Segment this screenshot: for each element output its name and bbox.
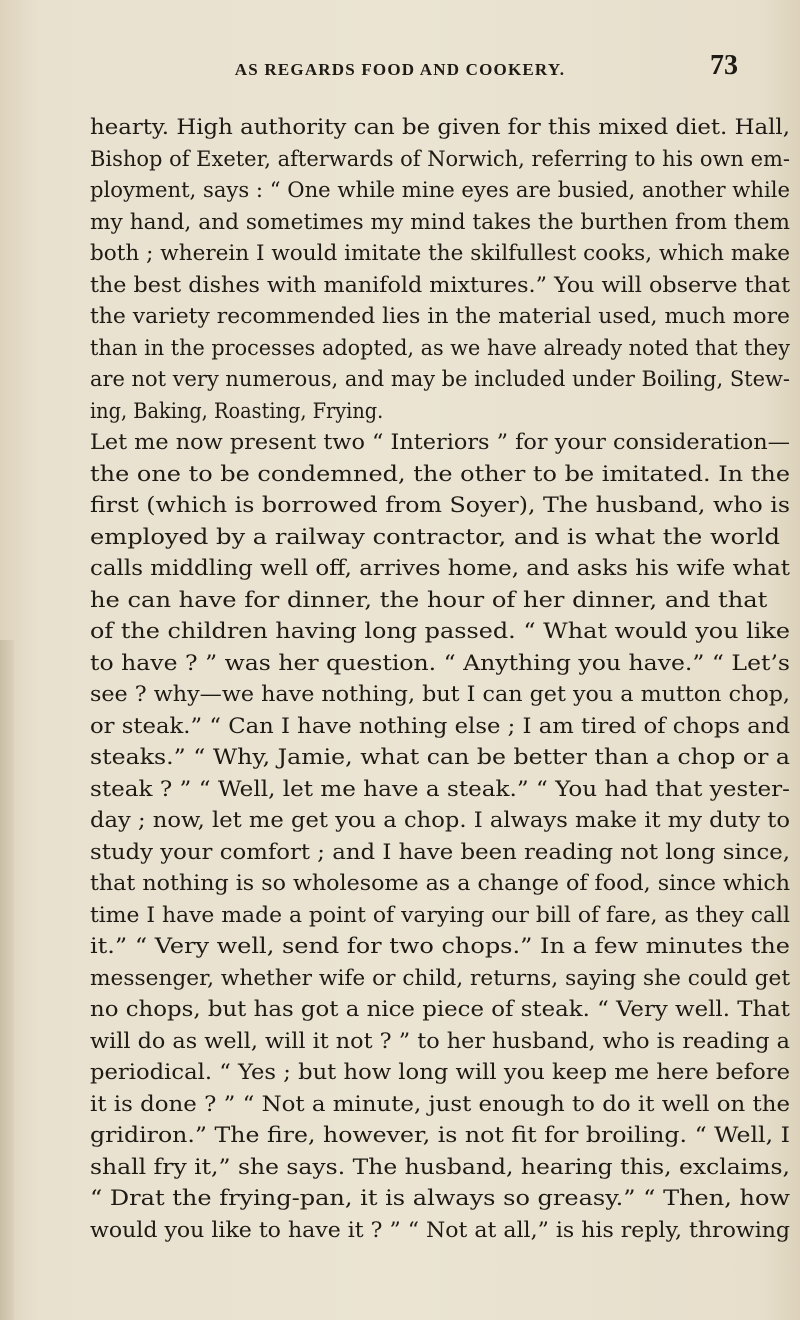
text-line: “ Drat the frying-pan, it is always so greasy.” “ Then, how: [90, 1186, 790, 1210]
text-line: than in the processes adopted, as we have already noted that they: [90, 335, 790, 360]
text-line: day ; now, let me get you a chop. I always make it my duty to: [90, 808, 791, 832]
text-line: shall fry it,” she says. The husband, hearing this, exclaims,: [90, 1154, 790, 1179]
body-text: [90, 112, 798, 1246]
text-line: he can have for dinner, the hour of her dinner, and that: [90, 587, 768, 612]
text-line: steaks.” “ Why, Jamie, what can be better than a chop or a: [90, 745, 791, 769]
page-number: 73: [710, 50, 738, 81]
text-line: to have ? ” was her question. “ Anything you have.” “ Let’s: [90, 650, 791, 675]
text-line: or steak.” “ Can I have nothing else ; I am tired of chops and: [90, 713, 791, 738]
running-head: AS REGARDS FOOD AND COOKERY.: [234, 60, 566, 79]
text-line: of the children having long passed. “ What would you like: [90, 619, 790, 643]
binding-shadow: [0, 640, 14, 1320]
text-line: Bishop of Exeter, afterwards of Norwich, referring to his own em-: [90, 146, 790, 171]
text-line: both ; wherein I would imitate the skilfullest cooks, which make: [90, 241, 790, 265]
text-line: steak ? ” “ Well, let me have a steak.” “ You had that yester-: [90, 776, 790, 801]
text-line: the one to be condemned, the other to be imitated. In the: [90, 461, 791, 486]
text-line: Let me now present two “ Interiors ” for your consideration—: [90, 430, 790, 454]
text-line: that nothing is so wholesome as a change of food, since which: [90, 871, 791, 895]
text-line: calls middling well off, arrives home, and asks his wife what: [90, 556, 790, 580]
text-line: hearty. High authority can be given for this mixed diet. Hall,: [90, 115, 790, 139]
text-line: ployment, says : “ One while mine eyes are busied, another while: [90, 178, 791, 202]
text-line: see ? why—we have nothing, but I can get you a mutton chop,: [90, 682, 790, 706]
text-line: it.” “ Very well, send for two chops.” In a few minutes the: [90, 934, 791, 958]
text-line: will do as well, will it not ? ” to her husband, who is reading a: [90, 1028, 790, 1053]
page-header: [0, 50, 800, 86]
text-line: my hand, and sometimes my mind takes the burthen from them: [90, 209, 790, 234]
text-line: are not very numerous, and may be included under Boiling, Stew-: [90, 367, 790, 391]
text-line: no chops, but has got a nice piece of steak. “ Very well. That: [90, 997, 790, 1021]
text-line: periodical. “ Yes ; but how long will you keep me here before: [90, 1060, 791, 1084]
text-line: it is done ? ” “ Not a minute, just enough to do it well on the: [90, 1091, 790, 1116]
text-line: first (which is borrowed from Soyer), The husband, who is: [90, 493, 791, 517]
text-line: employed by a railway contractor, and is what the world: [90, 524, 780, 549]
text-line: the variety recommended lies in the material used, much more: [90, 304, 791, 328]
text-line: study your comfort ; and I have been reading not long since,: [90, 839, 790, 864]
text-line: would you like to have it ? ” “ Not at all,” is his reply, throwing: [90, 1217, 791, 1242]
text-line: time I have made a point of varying our bill of fare, as they call: [90, 902, 790, 927]
text-line: the best dishes with manifold mixtures.” You will observe that: [90, 272, 791, 297]
text-line: messenger, whether wife or child, returns, saying she could get: [90, 965, 791, 990]
text-line: gridiron.” The fire, however, is not fit for broiling. “ Well, I: [90, 1123, 790, 1147]
text-line: ing, Baking, Roasting, Frying.: [90, 398, 384, 423]
